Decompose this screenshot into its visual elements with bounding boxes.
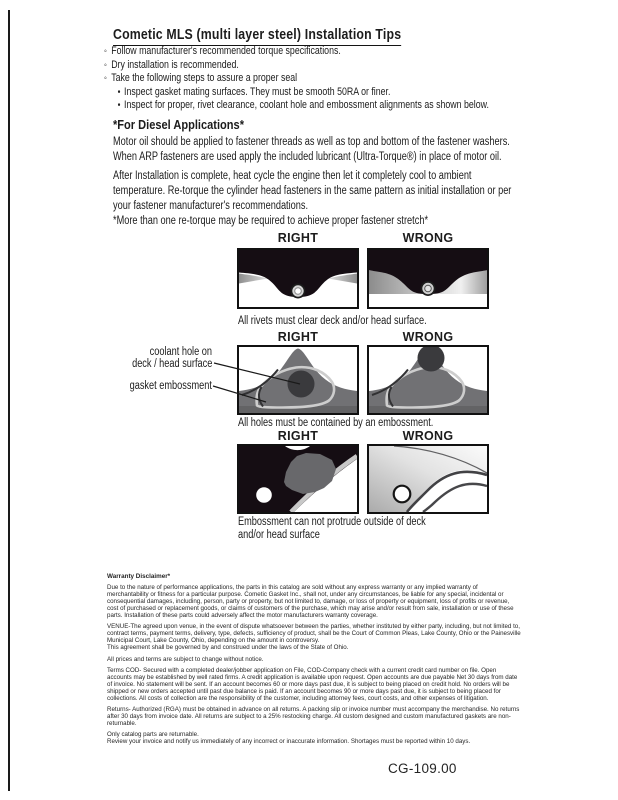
diagram-embossment-right bbox=[237, 444, 359, 514]
circle-bullet-icon: ◦ bbox=[104, 46, 107, 57]
dot-bullet-icon: • bbox=[117, 86, 121, 98]
diesel-paragraph-2: After Installation is complete, heat cycle the engine then let it completely cool to ambient temperature. Re-torque the cylinder head fasteners in the same pattern as initial installation or per your fastener manufacturer's recommendations. bbox=[113, 170, 512, 213]
diagram-coolant-hole-wrong bbox=[367, 345, 489, 415]
list-item: ◦ Dry installation is recommended. bbox=[104, 58, 239, 71]
wrong-label-row1: WRONG bbox=[402, 231, 454, 245]
circle-bullet-icon: ◦ bbox=[104, 73, 107, 84]
right-label-row3: RIGHT bbox=[277, 429, 319, 443]
bolt-hole bbox=[256, 487, 272, 503]
diagram-embossment-wrong bbox=[367, 444, 489, 514]
legal-paragraph: Only catalog parts are returnable. bbox=[107, 731, 199, 739]
coolant-hole-label-line2: deck / head surface bbox=[131, 358, 212, 370]
page-title: Cometic MLS (multi layer steel) Installation Tips bbox=[113, 26, 401, 46]
legal-paragraph: Review your invoice and notify us immediately of any incorrect or inaccurate information. Shortages must be reported within 10 days. bbox=[107, 738, 471, 746]
diagram-rivet-right bbox=[237, 248, 359, 309]
list-item: • Inspect for proper, rivet clearance, coolant hole and embossment alignments as shown below. bbox=[117, 99, 489, 111]
gasket-embossment-label: gasket embossment bbox=[129, 380, 212, 392]
legal-paragraph: Terms COD- Secured with a completed dealer/jobber application on File, COD-Company check with a current credit card number on file. Open accounts may be established by well rated firms. A credit application is available upon request. Open accounts are due payable Net 30 days from date of invoice. No statement will be sent. If an account becomes 60 or more days past due, it is subject to being placed on credit hold. No orders will be shipped or new orders accepted until past due balance is paid. If an account becomes 90 or more days past due, it is subject to being placed for collections. All costs of collection are the responsibility of the customer, including attorney fees, court costs, and other expenses of litigation. bbox=[107, 666, 518, 702]
diagram-rivet-wrong bbox=[367, 248, 489, 309]
dot-bullet-icon: • bbox=[117, 100, 121, 111]
legal-paragraph: All prices and terms are subject to change without notice. bbox=[107, 655, 264, 663]
page-edge-line bbox=[8, 10, 10, 791]
coolant-hole bbox=[418, 345, 445, 372]
bolt-hole bbox=[394, 486, 411, 503]
legal-paragraph: This agreement shall be governed by and construed under the laws of the State of Ohio. bbox=[107, 644, 349, 652]
warranty-disclaimer-section bbox=[107, 574, 521, 746]
right-label-row2: RIGHT bbox=[277, 330, 319, 344]
list-item: ◦ Follow manufacturer's recommended torque specifications. bbox=[104, 45, 341, 57]
legal-paragraph: VENUE-The agreed upon venue, in the event of dispute whatsoever between the parties, whether instituted by either party, including, but not limited to, contract terms, payment terms, delivery, type, defects, sufficiency of product, shall be the Court of Common Pleas, Lake County, Ohio or the Painesville Municipal Court, Lake County, Ohio, depending on the amount in controversy. bbox=[107, 623, 521, 645]
diesel-heading: *For Diesel Applications* bbox=[113, 117, 244, 132]
list-item: • Inspect gasket mating surfaces. They must be smooth 50RA or finer. bbox=[117, 85, 391, 98]
circle-bullet-icon: ◦ bbox=[104, 59, 107, 71]
row1-caption: All rivets must clear deck and/or head surface. bbox=[238, 315, 427, 327]
warranty-disclaimer-heading: Warranty Disclaimer* bbox=[107, 573, 171, 580]
diesel-paragraph-3: *More than one re-torque may be required to achieve proper fastener stretch* bbox=[113, 215, 429, 227]
tips-list bbox=[104, 45, 584, 113]
callout-leader-lines bbox=[210, 355, 310, 410]
list-item: ◦ Take the following steps to assure a proper seal bbox=[104, 72, 298, 84]
coolant-hole-label: coolant hole on bbox=[149, 346, 212, 358]
legal-paragraph: Due to the nature of performance applications, the parts in this catalog are sold without any express warranty or any implied warranty of merchantability or fitness for a particular purpose. Cometic Gasket Inc., shall not, under any circumstances, be liable for any special, incidental or consequential damages, including, person, party or property, but not limited to, damage, or loss of property or equipment, loss of profits or revenue, cost of purchased or replacement goods, or claims of customers of the purchase, which may arise and/or result from sale, installation or use of these parts. Installation of these parts could adversely affect the motor manufacturers warranty coverage. bbox=[107, 584, 514, 620]
row2-caption: All holes must be contained by an embossment. bbox=[238, 417, 434, 429]
wrong-label-row2: WRONG bbox=[402, 330, 454, 344]
row3-caption: Embossment can not protrude outside of deck and/or head surface bbox=[238, 516, 426, 541]
page-code: CG-109.00 bbox=[388, 761, 457, 776]
wrong-label-row3: WRONG bbox=[402, 429, 454, 443]
diesel-paragraph-1: Motor oil should be applied to fastener threads as well as top and bottom of the fastener washers. When ARP fasteners are used apply the included lubricant (Ultra-Torque®) in place of motor oil. bbox=[113, 136, 510, 164]
right-label-row1: RIGHT bbox=[277, 231, 319, 245]
legal-paragraph: Returns- Authorized (RGA) must be obtained in advance on all returns. A packing slip or invoice number must accompany the merchandise. No returns after 30 days from invoice date. All returns are subject to a 25% restocking charge. All custom designed and custom manufactured gaskets are non-returnable. bbox=[107, 706, 520, 727]
